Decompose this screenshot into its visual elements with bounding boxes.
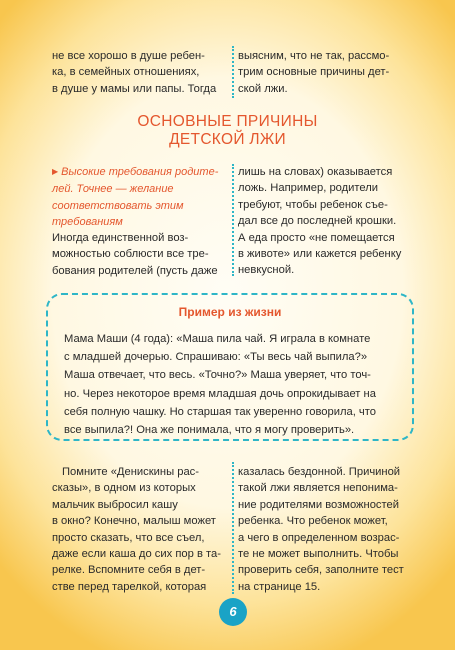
text-line: невкусной.: [238, 264, 295, 277]
text-line: на странице 15.: [238, 580, 321, 593]
text-line: сказы», в одном из которых: [52, 482, 196, 495]
text-line: можностью соблюсти все тре-: [52, 248, 209, 261]
example-line: с младшей дочерью. Спрашиваю: «Ты весь чай выпила?»: [64, 351, 368, 364]
subheading: [52, 164, 230, 231]
bullet-arrow-icon: ▶: [52, 167, 59, 176]
text-line: мальчик выбросил кашу: [52, 498, 178, 511]
text-line: ложь. Например, родители: [238, 182, 379, 195]
text-line: в окно? Конечно, малыш может: [52, 515, 216, 528]
text-line: трим основные причины дет-: [238, 66, 390, 79]
text-line: Иногда единственной воз-: [52, 232, 189, 244]
text-line: бования родителей (пусть даже: [52, 264, 218, 277]
text-line: ребенка. Что ребенок может,: [238, 515, 388, 528]
example-line: Маша отвечает, что весь. «Точно?» Маша уверяет, что точ-: [64, 369, 371, 382]
example-box: [46, 293, 414, 441]
bottom-right-column: [238, 464, 413, 595]
example-line: все выпила?! Она же понимала, что я могу проверить».: [64, 424, 355, 437]
column-divider: [232, 462, 234, 594]
column-divider: [232, 164, 234, 276]
subheading-line: лей. Точнее — желание: [52, 183, 174, 196]
text-line: ской лжи.: [238, 82, 288, 95]
text-line: выясним, что не так, рассмо-: [238, 50, 390, 62]
section-heading-line: ОСНОВНЫЕ ПРИЧИНЫ: [137, 113, 318, 130]
text-line: проверить себя, заполните тест: [238, 564, 404, 577]
text-line: а чего в определенном возрас-: [238, 531, 400, 544]
section-heading: [0, 113, 455, 149]
text-line: не все хорошо в душе ребен-: [52, 50, 205, 62]
example-line: Мама Маши (4 года): «Маша пила чай. Я играла в комнате: [64, 333, 371, 345]
section-heading-line: ДЕТСКОЙ ЛЖИ: [169, 131, 286, 148]
example-line: но. Через некоторое время младшая дочь опрокидывает на: [64, 387, 376, 400]
top-left-column: [52, 48, 227, 97]
example-line: себя полную чашку. Но старшая так уверенно говорила, что: [64, 405, 376, 418]
bottom-left-column: [52, 464, 227, 595]
text-line: Помните «Денискины рас-: [62, 466, 199, 478]
text-line: дал все до последней крошки.: [238, 215, 397, 228]
subheading-line: требованиям: [52, 216, 123, 229]
middle-left-column: [52, 230, 227, 279]
text-line: требуют, чтобы ребенок съе-: [238, 198, 388, 211]
text-line: в животе» или кажется ребенку: [238, 248, 402, 261]
page-number-badge: 6: [219, 598, 247, 626]
text-line: казалась бездонной. Причиной: [238, 466, 401, 478]
column-divider: [232, 46, 234, 98]
text-line: просто сказать, что все съел,: [52, 531, 205, 544]
text-line: ние родителями возможностей: [238, 498, 399, 511]
text-line: стве перед тарелкой, которая: [52, 580, 207, 593]
text-line: в душе у мамы или папы. Тогда: [52, 82, 217, 95]
text-line: ка, в семейных отношениях,: [52, 66, 200, 79]
text-line: те не может выполнить. Чтобы: [238, 548, 399, 561]
text-line: такой лжи является непонима-: [238, 482, 398, 495]
text-line: релке. Вспомните себя в дет-: [52, 564, 206, 577]
text-line: лишь на словах) оказывается: [238, 166, 393, 178]
text-line: даже если каша до сих пор в та-: [52, 548, 221, 561]
subheading-line: Высокие требования родите-: [61, 166, 219, 178]
middle-right-column: [238, 164, 413, 279]
example-body: [64, 330, 400, 439]
text-line: А еда просто «не помещается: [238, 231, 395, 244]
subheading-line: соответствовать этим: [52, 199, 184, 212]
top-right-column: [238, 48, 413, 97]
example-title: Пример из жизни: [178, 305, 282, 319]
